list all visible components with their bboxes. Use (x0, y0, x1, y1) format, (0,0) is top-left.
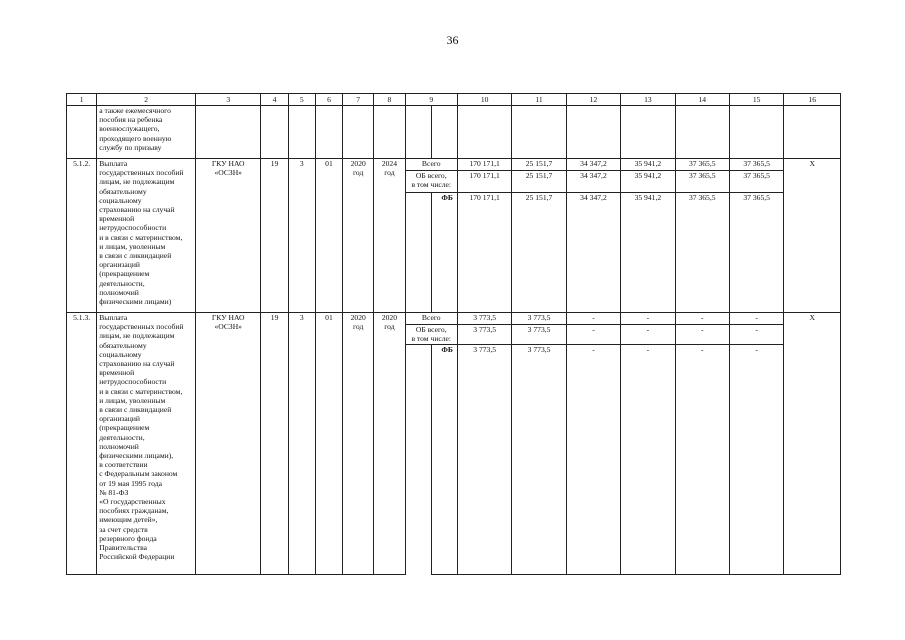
value-cell: 35 941,2 (621, 159, 675, 171)
value-cell: 37 365,5 (675, 159, 729, 171)
value-cell: - (675, 345, 729, 575)
row-col5: 3 (288, 313, 315, 575)
row-col5: 3 (288, 159, 315, 313)
value-cell: - (621, 313, 675, 325)
value-cell: 34 347,2 (566, 159, 620, 171)
value-cell: 3 773,5 (457, 325, 511, 345)
row-organization: ГКУ НАО «ОСЗН» (195, 159, 261, 313)
row-col6: 01 (315, 159, 342, 313)
value-cell: - (621, 345, 675, 575)
row-end-year: 2020 год (374, 313, 405, 575)
row-number: 5.1.3. (67, 313, 97, 575)
funding-label-ob: ОБ всего, в том числе: (405, 171, 457, 193)
row-start-year: 2020 год (343, 313, 374, 575)
funding-label-ob: ОБ всего, в том числе: (405, 325, 457, 345)
value-cell: 34 347,2 (566, 193, 620, 313)
header-cell: 7 (343, 94, 374, 106)
row-col4: 19 (261, 313, 288, 575)
header-row (67, 94, 841, 106)
value-cell: - (675, 313, 729, 325)
header-cell: 9 (405, 94, 457, 106)
row-col4: 19 (261, 159, 288, 313)
funding-label-fb: ФБ (431, 193, 457, 313)
header-cell: 13 (621, 94, 675, 106)
value-cell: 3 773,5 (457, 345, 511, 575)
value-cell: 25 151,7 (512, 159, 566, 171)
header-cell: 5 (288, 94, 315, 106)
header-cell: 1 (67, 94, 97, 106)
value-cell: - (566, 325, 620, 345)
value-cell: 3 773,5 (457, 313, 511, 325)
value-cell: 37 365,5 (729, 171, 783, 193)
header-cell: 11 (512, 94, 566, 106)
value-cell: - (729, 313, 783, 325)
value-cell: 37 365,5 (729, 159, 783, 171)
value-cell: 37 365,5 (729, 193, 783, 313)
value-cell: 25 151,7 (512, 193, 566, 313)
row-number: 5.1.2. (67, 159, 97, 313)
row-description: Выплата государственных пособий лицам, не подлежащим обязательному социальному страхованию на случай временной нетрудоспособности и в связи с материнством, и лицам, уволенным в связи с ликвидацией организаций (прекращением деятельности, полномочий физическими лицами), в соответствии с Федеральным законом от 19 мая 1995 года № 81-ФЗ «О государственных пособиях гражданам, имеющим детей», за счет средств резервного фонда Правительства Российской Федерации (97, 313, 196, 575)
header-cell: 14 (675, 94, 729, 106)
row-description: а также ежемесячного пособия на ребенка военнослужащего, проходящего военную службу по призыву (97, 106, 196, 159)
header-cell: 16 (784, 94, 841, 106)
funding-label-total: Всего (405, 159, 457, 171)
value-cell: 34 347,2 (566, 171, 620, 193)
row-col16: X (784, 159, 841, 313)
header-cell: 3 (195, 94, 261, 106)
value-cell: 35 941,2 (621, 193, 675, 313)
value-cell: 37 365,5 (675, 193, 729, 313)
header-cell: 15 (729, 94, 783, 106)
row-start-year: 2020 год (343, 159, 374, 313)
value-cell: - (621, 325, 675, 345)
header-cell: 4 (261, 94, 288, 106)
header-cell: 8 (374, 94, 405, 106)
table-row-continuation (67, 106, 841, 159)
value-cell: 35 941,2 (621, 171, 675, 193)
header-cell: 2 (97, 94, 196, 106)
value-cell: - (566, 313, 620, 325)
page-number: 36 (446, 33, 459, 47)
value-cell: - (729, 345, 783, 575)
value-cell: 37 365,5 (675, 171, 729, 193)
value-cell: - (675, 325, 729, 345)
value-cell: 3 773,5 (512, 325, 566, 345)
value-cell: 170 171,1 (457, 193, 511, 313)
budget-table (66, 93, 841, 575)
row-description: Выплата государственных пособий лицам, не подлежащим обязательному социальному страхованию на случай временной нетрудоспособности и в связи с материнством, и лицам, уволенным в связи с ликвидацией организаций (прекращением деятельности, полномочий физическими лицами) (97, 159, 196, 313)
value-cell: 3 773,5 (512, 345, 566, 575)
value-cell: - (729, 325, 783, 345)
funding-label-fb: ФБ (431, 345, 457, 575)
value-cell: 170 171,1 (457, 159, 511, 171)
value-cell: 3 773,5 (512, 313, 566, 325)
row-col6: 01 (315, 313, 342, 575)
header-cell: 10 (457, 94, 511, 106)
header-cell: 6 (315, 94, 342, 106)
value-cell: - (566, 345, 620, 575)
row-col16: X (784, 313, 841, 575)
table-row-5-1-3 (67, 313, 841, 325)
table-row-5-1-2 (67, 159, 841, 171)
value-cell: 25 151,7 (512, 171, 566, 193)
row-organization: ГКУ НАО «ОСЗН» (195, 313, 261, 575)
row-end-year: 2024 год (374, 159, 405, 313)
value-cell: 170 171,1 (457, 171, 511, 193)
funding-label-total: Всего (405, 313, 457, 325)
header-cell: 12 (566, 94, 620, 106)
